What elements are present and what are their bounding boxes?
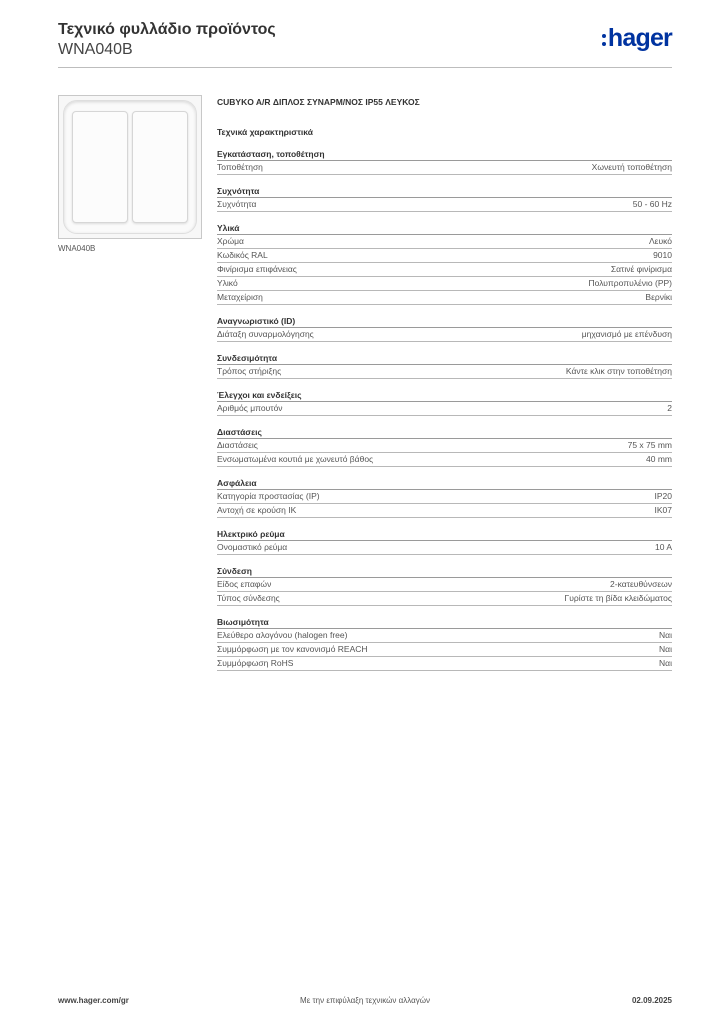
section-heading: Τεχνικά χαρακτηριστικά — [217, 127, 313, 137]
spec-row — [217, 161, 672, 175]
footer-website-link[interactable]: www.hager.com/gr — [58, 996, 129, 1005]
spec-group — [217, 148, 672, 175]
spec-row — [217, 439, 672, 453]
spec-label: Συμμόρφωση RoHS — [217, 658, 294, 668]
spec-row — [217, 249, 672, 263]
product-name: CUBYKO A/R ΔΙΠΛΟΣ ΣΥΝΑΡΜ/ΝΟΣ IP55 ΛΕΥΚΟΣ — [217, 97, 420, 107]
spec-group — [217, 389, 672, 416]
spec-label: Συχνότητα — [217, 199, 257, 209]
spec-label: Μεταχείριση — [217, 292, 263, 302]
spec-row — [217, 277, 672, 291]
spec-value: Κάντε κλικ στην τοποθέτηση — [565, 366, 672, 376]
spec-row — [217, 578, 672, 592]
spec-label: Ελεύθερο αλογόνου (halogen free) — [217, 630, 348, 640]
spec-group — [217, 477, 672, 518]
spec-group-title: Αναγνωριστικό (ID) — [217, 315, 672, 328]
spec-value: μηχανισμό με επένδυση — [581, 329, 672, 339]
spec-value: Ναι — [659, 644, 672, 654]
spec-value: Βερνίκι — [645, 292, 672, 302]
spec-label: Κωδικός RAL — [217, 250, 268, 260]
spec-label: Χρώμα — [217, 236, 244, 246]
spec-value: Λευκό — [649, 236, 672, 246]
spec-group-title: Ασφάλεια — [217, 477, 672, 490]
spec-label: Είδος επαφών — [217, 579, 272, 589]
right-rocker — [132, 111, 188, 223]
spec-group — [217, 616, 672, 671]
spec-row — [217, 235, 672, 249]
spec-row — [217, 490, 672, 504]
spec-group — [217, 315, 672, 342]
spec-label: Φινίρισμα επιφάνειας — [217, 264, 297, 274]
spec-row — [217, 657, 672, 671]
image-caption: WNA040B — [58, 244, 96, 253]
left-rocker — [72, 111, 128, 223]
spec-group-title: Εγκατάσταση, τοποθέτηση — [217, 148, 672, 161]
switch-plate — [63, 100, 197, 234]
spec-row — [217, 291, 672, 305]
footer-notice: Με την επιφύλαξη τεχνικών αλλαγών — [300, 996, 430, 1005]
spec-group — [217, 528, 672, 555]
spec-row — [217, 402, 672, 416]
product-image — [58, 95, 202, 239]
spec-group-title: Συχνότητα — [217, 185, 672, 198]
spec-row — [217, 453, 672, 467]
product-code: WNA040B — [58, 41, 133, 58]
spec-label: Διάταξη συναρμολόγησης — [217, 329, 314, 339]
spec-row — [217, 541, 672, 555]
spec-row — [217, 592, 672, 606]
spec-group-title: Βιωσιμότητα — [217, 616, 672, 629]
spec-value: Ναι — [659, 658, 672, 668]
spec-value: 2-κατευθύνσεων — [610, 579, 672, 589]
spec-value: IK07 — [654, 505, 672, 515]
spec-value: 40 mm — [646, 454, 672, 464]
spec-label: Τοποθέτηση — [217, 162, 263, 172]
page-header — [58, 20, 672, 68]
spec-value: Σατινέ φινίρισμα — [610, 264, 672, 274]
spec-value: 10 A — [654, 542, 672, 552]
spec-label: Αριθμός μπουτόν — [217, 403, 283, 413]
spec-group — [217, 565, 672, 606]
spec-label: Αντοχή σε κρούση IK — [217, 505, 297, 515]
document-title: Τεχνικό φυλλάδιο προϊόντος — [58, 21, 276, 38]
spec-group-title: Υλικά — [217, 222, 672, 235]
spec-group-title: Διαστάσεις — [217, 426, 672, 439]
spec-label: Ενσωματωμένα κουτιά με χωνευτό βάθος — [217, 454, 374, 464]
spec-value: IP20 — [654, 491, 672, 501]
logo-dots-icon — [602, 34, 606, 46]
spec-value: 2 — [667, 403, 672, 413]
spec-value: Χωνευτή τοποθέτηση — [591, 162, 672, 172]
spec-label: Τύπος σύνδεσης — [217, 593, 280, 603]
spec-value: Γυρίστε τη βίδα κλειδώματος — [564, 593, 672, 603]
spec-value: Πολυπροπυλένιο (PP) — [588, 278, 672, 288]
spec-row — [217, 504, 672, 518]
spec-row — [217, 365, 672, 379]
spec-groups — [217, 148, 672, 671]
spec-row — [217, 629, 672, 643]
spec-group-title: Συνδεσιμότητα — [217, 352, 672, 365]
spec-label: Τρόπος στήριξης — [217, 366, 282, 376]
hager-logo — [602, 24, 672, 52]
spec-value: Ναι — [659, 630, 672, 640]
spec-label: Κατηγορία προστασίας (IP) — [217, 491, 320, 501]
spec-value: 50 - 60 Hz — [632, 199, 672, 209]
spec-value: 9010 — [653, 250, 672, 260]
spec-row — [217, 643, 672, 657]
footer-date: 02.09.2025 — [631, 996, 672, 1005]
spec-group — [217, 222, 672, 305]
spec-label: Συμμόρφωση με τον κανονισμό REACH — [217, 644, 368, 654]
logo-text: hager — [607, 24, 672, 52]
spec-group-title: Έλεγχοι και ενδείξεις — [217, 389, 672, 402]
spec-label: Διαστάσεις — [217, 440, 258, 450]
spec-label: Ονομαστικό ρεύμα — [217, 542, 288, 552]
spec-group — [217, 185, 672, 212]
spec-row — [217, 328, 672, 342]
spec-group — [217, 426, 672, 467]
spec-content — [217, 96, 672, 671]
spec-group-title: Σύνδεση — [217, 565, 672, 578]
spec-label: Υλικό — [217, 278, 238, 288]
spec-row — [217, 198, 672, 212]
spec-group-title: Ηλεκτρικό ρεύμα — [217, 528, 672, 541]
spec-value: 75 x 75 mm — [627, 440, 672, 450]
spec-group — [217, 352, 672, 379]
spec-row — [217, 263, 672, 277]
